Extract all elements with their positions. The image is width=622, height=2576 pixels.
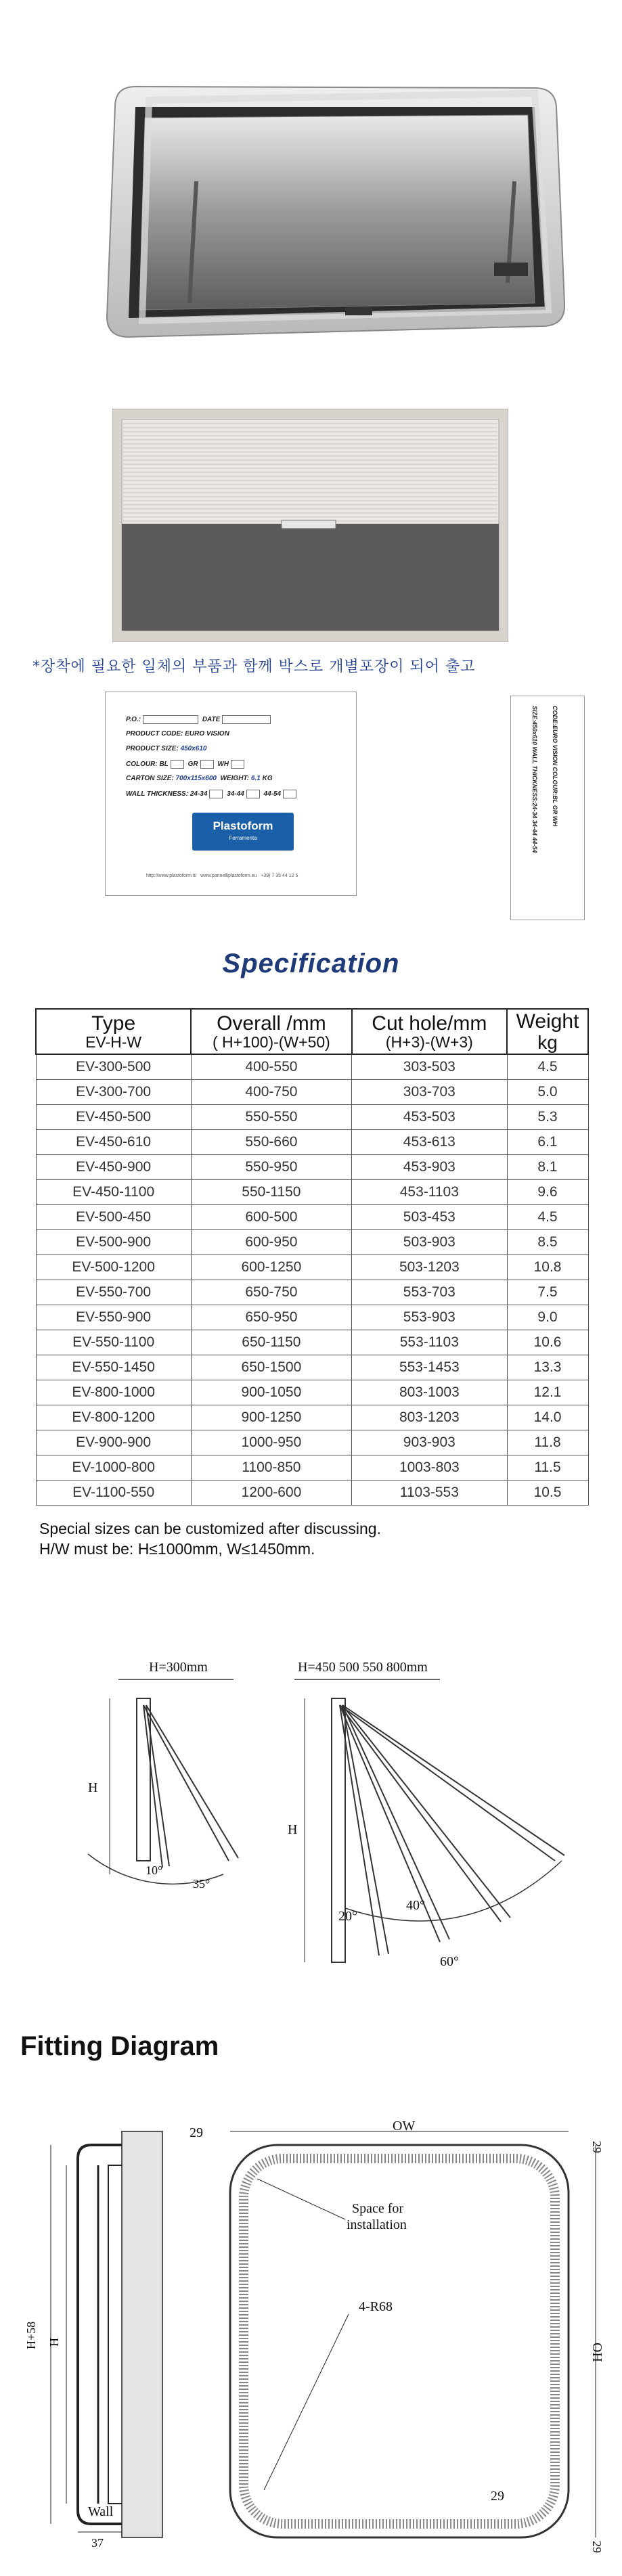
wall-row [126,790,298,798]
cell-type: EV-550-1100 [36,1330,191,1355]
header-type-line1: Type [91,1012,136,1035]
cell-type: EV-300-500 [36,1054,191,1080]
table-row [36,1179,588,1204]
cell-type: EV-800-1200 [36,1405,191,1430]
cell-cut-hole: 303-703 [352,1079,507,1104]
fitting-section-diagram [20,2118,183,2551]
carton-label [105,692,357,896]
po-box [143,715,198,724]
table-row [36,1255,588,1280]
product-photo-blind [112,409,508,642]
cell-overall: 550-550 [191,1104,351,1129]
colour-label: COLOUR: [126,761,158,769]
table-row [36,1330,588,1355]
cell-weight: 8.1 [507,1154,588,1179]
cell-weight: 5.0 [507,1079,588,1104]
colour-gr-box [200,760,214,769]
cell-type: EV-300-700 [36,1079,191,1104]
cell-overall: 400-750 [191,1079,351,1104]
cell-type: EV-1100-550 [36,1480,191,1505]
wall-label: Wall [88,2504,114,2519]
po-label: P.O.: [126,716,141,724]
logo-text: Plastoform [213,819,273,832]
cell-type: EV-450-1100 [36,1179,191,1204]
product-code-value: EURO VISION [185,730,229,738]
cell-weight: 10.6 [507,1330,588,1355]
cell-type: EV-900-900 [36,1430,191,1455]
cell-overall: 600-500 [191,1204,351,1229]
right-h-label: H [288,1822,298,1837]
product-size-row [126,745,207,752]
cell-weight: 5.3 [507,1104,588,1129]
table-row [36,1104,588,1129]
table-row [36,1129,588,1154]
table-row [36,1480,588,1505]
carton-size-value: 700x115x600 [175,775,217,782]
note-hw-limits: H/W must be: H≤1000mm, W≤1450mm. [39,1540,315,1558]
dim-29-right-top: 29 [590,2141,604,2153]
cell-cut-hole: 453-1103 [352,1179,507,1204]
cell-type: EV-500-450 [36,1204,191,1229]
cell-overall: 550-660 [191,1129,351,1154]
table-row [36,1079,588,1104]
fit-h-label: H [47,2338,61,2347]
url-left: http://www.plastoform.it/ [146,874,197,878]
wall-2-box [246,790,260,798]
table-header-row [36,1009,588,1054]
cell-weight: 7.5 [507,1280,588,1305]
url-mid: www.pannelliplastoform.eu [200,874,257,878]
wall-3-box [283,790,296,798]
product-size-value: 450x610 [180,745,207,752]
logo-subtext: Ferramenta [229,835,257,841]
cell-weight: 8.5 [507,1229,588,1255]
product-code-row [126,730,229,738]
label-footer [146,874,349,878]
fit-h58-label: H+58 [24,2321,38,2349]
table-row [36,1430,588,1455]
cell-cut-hole: 553-903 [352,1305,507,1330]
cell-type: EV-1000-800 [36,1455,191,1480]
cell-overall: 1100-850 [191,1455,351,1480]
cell-type: EV-500-1200 [36,1255,191,1280]
colour-row [126,760,246,769]
weight-unit: KG [262,775,273,782]
cell-overall: 550-950 [191,1154,351,1179]
header-overall-line1: Overall /mm [217,1012,326,1035]
cell-overall: 650-1150 [191,1330,351,1355]
specification-title: Specification [222,949,400,978]
cell-weight: 6.1 [507,1129,588,1154]
cell-cut-hole: 1003-803 [352,1455,507,1480]
installation-label: installation [347,2217,407,2232]
cell-overall: 1200-600 [191,1480,351,1505]
oh-label: OH [590,2343,604,2362]
header-weight [507,1009,588,1054]
cell-type: EV-450-500 [36,1104,191,1129]
carton-side-label [510,696,585,920]
table-row [36,1380,588,1405]
cell-cut-hole: 453-503 [352,1104,507,1129]
cell-cut-hole: 503-453 [352,1204,507,1229]
product-code-label: PRODUCT CODE: [126,730,183,738]
wall-3: 44-54 [263,790,282,798]
side-label-code: CODE:EURO VISION COLOUR:BL GR WH [552,706,558,826]
cell-weight: 10.5 [507,1480,588,1505]
cell-cut-hole: 553-1103 [352,1330,507,1355]
colour-bl-box [171,760,184,769]
cell-cut-hole: 453-903 [352,1154,507,1179]
ow-label: OW [393,2119,416,2133]
cell-overall: 900-1050 [191,1380,351,1405]
cell-overall: 1000-950 [191,1430,351,1455]
cell-cut-hole: 803-1203 [352,1405,507,1430]
cell-type: EV-450-900 [36,1154,191,1179]
shipping-note: *장착에 필요한 일체의 부품과 함께 박스로 개별포장이 되어 출고 [32,658,476,675]
header-cut-hole-line1: Cut hole/mm [372,1012,487,1035]
specification-table [35,1008,589,1506]
left-h-label: H [88,1780,98,1795]
left-diagram-title: H=300mm [149,1660,208,1675]
header-cut-hole [352,1009,507,1054]
header-overall-line2: ( H+100)-(W+50) [212,1033,330,1052]
cell-weight: 4.5 [507,1054,588,1080]
cell-cut-hole: 303-503 [352,1054,507,1080]
cell-weight: 12.1 [507,1380,588,1405]
cell-overall: 400-550 [191,1054,351,1080]
header-type-line2: EV-H-W [85,1033,142,1052]
cell-overall: 650-950 [191,1305,351,1330]
carton-row [126,775,273,782]
cell-cut-hole: 553-703 [352,1280,507,1305]
cell-overall: 900-1250 [191,1405,351,1430]
specification-table-body [36,1054,588,1506]
cell-overall: 550-1150 [191,1179,351,1204]
cell-overall: 600-950 [191,1229,351,1255]
cell-weight: 4.5 [507,1204,588,1229]
cell-cut-hole: 553-1453 [352,1355,507,1380]
table-row [36,1355,588,1380]
table-row [36,1305,588,1330]
colour-gr: GR [187,761,198,769]
angle-10-label: 10° [146,1863,163,1877]
dim-37-label: 37 [91,2536,104,2550]
dim-29-inner: 29 [491,2489,504,2504]
cell-type: EV-550-1450 [36,1355,191,1380]
carton-size-label: CARTON SIZE: [126,775,174,782]
weight-label: WEIGHT: [220,775,250,782]
cell-weight: 9.6 [507,1179,588,1204]
header-overall [191,1009,351,1054]
plastoform-logo [192,813,294,851]
date-label: DATE [202,716,221,724]
url-right: +39) 7 35 44 12 5 [261,874,298,878]
header-weight-line1: Weight [516,1010,579,1033]
cell-overall: 650-1500 [191,1355,351,1380]
table-row [36,1054,588,1080]
cell-weight: 13.3 [507,1355,588,1380]
cell-weight: 11.8 [507,1430,588,1455]
dim-29-bottom: 29 [590,2541,604,2553]
right-diagram-title: H=450 500 550 800mm [298,1660,428,1675]
header-cut-hole-line2: (H+3)-(W+3) [385,1033,473,1052]
fitting-diagram-title: Fitting Diagram [20,2031,219,2061]
product-size-label: PRODUCT SIZE: [126,745,179,752]
cell-cut-hole: 503-903 [352,1229,507,1255]
wall-1: 24-34 [190,790,208,798]
cell-type: EV-800-1000 [36,1380,191,1405]
wall-label: WALL THICKNESS: [126,790,189,798]
cell-type: EV-450-610 [36,1129,191,1154]
cell-type: EV-550-900 [36,1305,191,1330]
cell-weight: 14.0 [507,1405,588,1430]
table-row [36,1405,588,1430]
wall-1-box [209,790,223,798]
cell-type: EV-500-900 [36,1229,191,1255]
cell-cut-hole: 903-903 [352,1430,507,1455]
wall-2: 34-44 [227,790,244,798]
cell-overall: 600-1250 [191,1255,351,1280]
fitting-front-diagram [190,2111,609,2564]
cell-weight: 10.8 [507,1255,588,1280]
table-row [36,1154,588,1179]
cell-cut-hole: 1103-553 [352,1480,507,1505]
space-for-label: Space for [352,2201,404,2216]
cell-overall: 650-750 [191,1280,351,1305]
angle-60-label: 60° [440,1954,459,1969]
cell-type: EV-550-700 [36,1280,191,1305]
colour-wh-box [231,760,244,769]
cell-cut-hole: 503-1203 [352,1255,507,1280]
side-label-size: SIZE:450x610 WALL THICKNESS:24-34 34-44 44-54 [531,706,538,853]
angle-20-label: 20° [338,1909,357,1924]
dim-29-top: 29 [190,2125,203,2140]
header-weight-line2: kg [537,1031,558,1053]
header-type [36,1009,191,1054]
colour-wh: WH [217,761,229,769]
table-row [36,1229,588,1255]
weight-value: 6.1 [250,775,261,782]
date-box [222,715,271,724]
angle-40-label: 40° [406,1898,425,1913]
product-photo-open-window [102,80,569,398]
table-row [36,1204,588,1229]
colour-bl: BL [159,761,169,769]
radius-label: 4-R68 [359,2299,393,2314]
opening-angle-diagrams [61,1658,589,1976]
cell-weight: 11.5 [507,1455,588,1480]
cell-weight: 9.0 [507,1305,588,1330]
note-special-sizes: Special sizes can be customized after discussing. [39,1520,381,1537]
cell-cut-hole: 803-1003 [352,1380,507,1405]
cell-cut-hole: 453-613 [352,1129,507,1154]
po-row [126,715,273,724]
table-row [36,1455,588,1480]
table-row [36,1280,588,1305]
angle-35-label: 35° [193,1877,210,1891]
